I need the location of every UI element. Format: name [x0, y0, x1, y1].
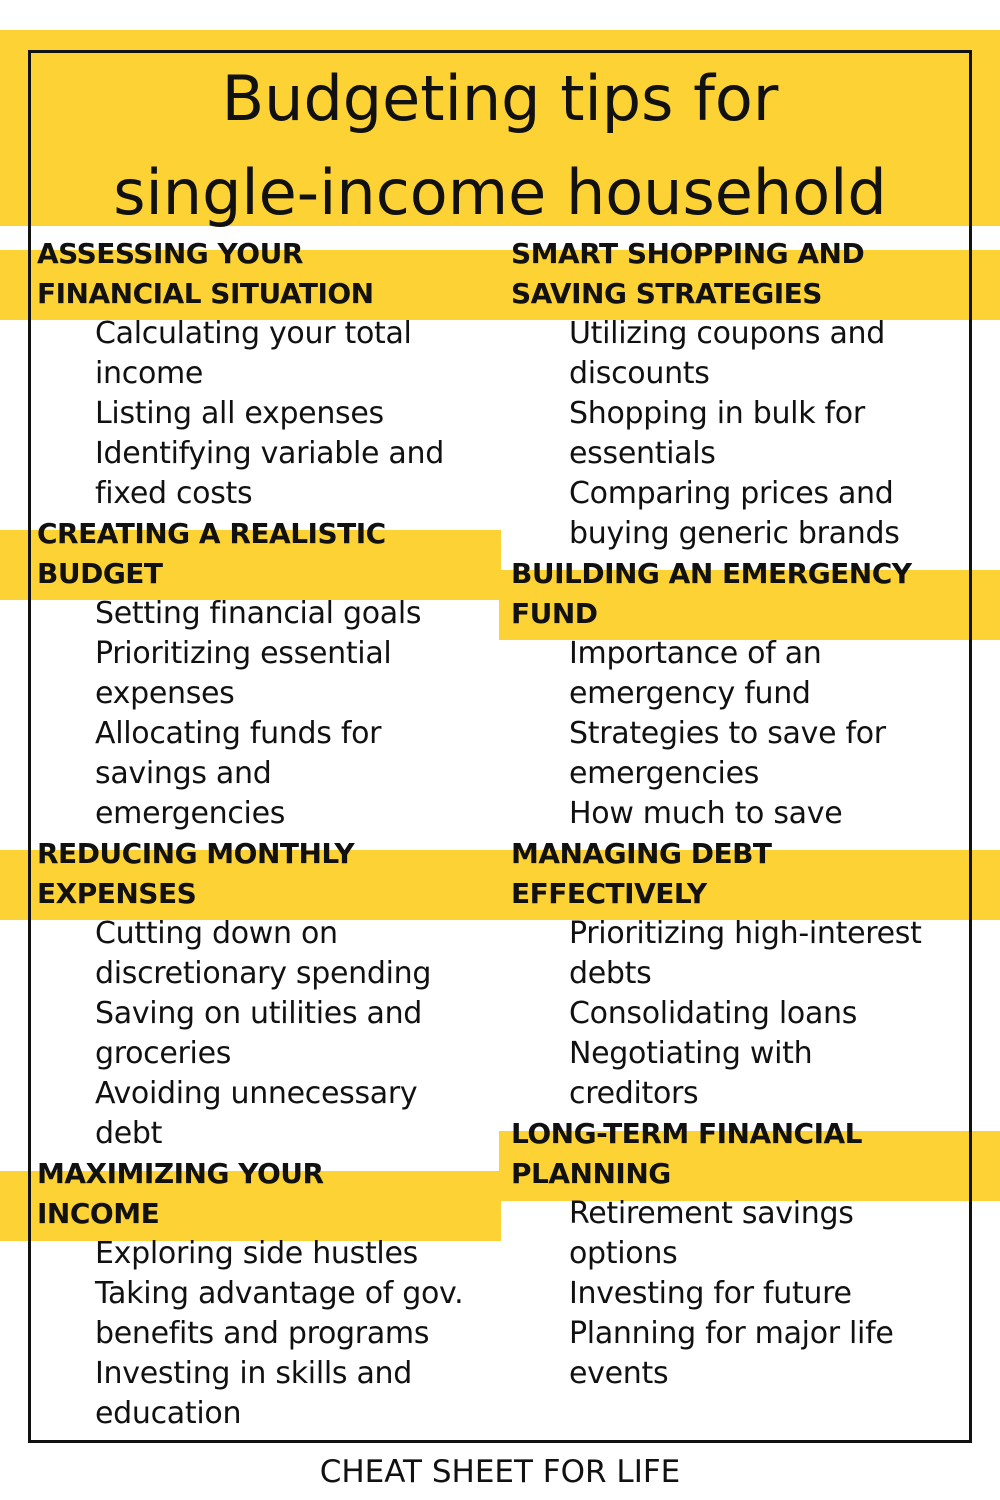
list-item: Exploring side hustles — [95, 1236, 418, 1271]
section-maximizing-income — [37, 1154, 507, 1434]
section-creating-realistic-budget — [37, 514, 507, 834]
section-long-term-planning — [511, 1114, 973, 1394]
list-item: discretionary spending — [95, 956, 432, 991]
section-heading-line: REDUCING MONTHLY — [37, 837, 355, 870]
section-heading-line: FUND — [511, 597, 598, 630]
list-item: education — [95, 1396, 242, 1431]
list-item: emergencies — [569, 756, 760, 791]
list-item: discounts — [569, 356, 710, 391]
list-item: groceries — [95, 1036, 232, 1071]
list-item: emergencies — [95, 796, 286, 831]
section-heading-line: SAVING STRATEGIES — [511, 277, 822, 310]
section-heading-line: INCOME — [37, 1197, 160, 1230]
list-item: fixed costs — [95, 476, 253, 511]
section-assessing-financial-situation — [37, 234, 507, 514]
page-title — [0, 52, 1000, 240]
section-reducing-monthly-expenses — [37, 834, 507, 1154]
list-item: Importance of an — [569, 636, 822, 671]
section-heading-line: CREATING A REALISTIC — [37, 517, 386, 550]
list-item: Shopping in bulk for — [569, 396, 865, 431]
list-item: Setting financial goals — [95, 596, 422, 631]
list-item: How much to save — [569, 796, 843, 831]
left-column — [37, 234, 507, 1434]
list-item: debt — [95, 1116, 163, 1151]
section-smart-shopping — [511, 234, 973, 554]
list-item: income — [95, 356, 204, 391]
list-item: Investing for future — [569, 1276, 852, 1311]
list-item: Investing in skills and — [95, 1356, 412, 1391]
section-heading-line: SMART SHOPPING AND — [511, 237, 865, 270]
section-heading-line: BUDGET — [37, 557, 163, 590]
list-item: options — [569, 1236, 678, 1271]
list-item: essentials — [569, 436, 716, 471]
title-line-1: Budgeting tips for — [221, 62, 779, 135]
list-item: events — [569, 1356, 669, 1391]
list-item: Prioritizing high-interest — [569, 916, 922, 951]
section-heading-line: FINANCIAL SITUATION — [37, 277, 374, 310]
list-item: benefits and programs — [95, 1316, 430, 1351]
section-heading-line: EFFECTIVELY — [511, 877, 707, 910]
list-item: Listing all expenses — [95, 396, 384, 431]
section-heading-line: ASSESSING YOUR — [37, 237, 303, 270]
section-heading-line: PLANNING — [511, 1157, 671, 1190]
list-item: Cutting down on — [95, 916, 338, 951]
list-item: expenses — [95, 676, 235, 711]
list-item: Calculating your total — [95, 316, 412, 351]
list-item: Planning for major life — [569, 1316, 894, 1351]
section-heading-line: MAXIMIZING YOUR — [37, 1157, 324, 1190]
section-heading-line: EXPENSES — [37, 877, 197, 910]
list-item: Identifying variable and — [95, 436, 444, 471]
list-item: Strategies to save for — [569, 716, 886, 751]
list-item: Negotiating with — [569, 1036, 813, 1071]
list-item: debts — [569, 956, 652, 991]
list-item: emergency fund — [569, 676, 811, 711]
list-item: Allocating funds for — [95, 716, 382, 751]
section-heading-line: LONG-TERM FINANCIAL — [511, 1117, 863, 1150]
list-item: Avoiding unnecessary — [95, 1076, 418, 1111]
footer-credit: CHEAT SHEET FOR LIFE — [319, 1454, 681, 1490]
section-emergency-fund — [511, 554, 973, 834]
section-managing-debt — [511, 834, 973, 1114]
list-item: Saving on utilities and — [95, 996, 423, 1031]
list-item: Taking advantage of gov. — [95, 1276, 464, 1311]
list-item: Retirement savings — [569, 1196, 854, 1231]
list-item: Comparing prices and — [569, 476, 894, 511]
section-heading-line: BUILDING AN EMERGENCY — [511, 557, 912, 590]
list-item: buying generic brands — [569, 516, 900, 551]
list-item: creditors — [569, 1076, 699, 1111]
right-column — [511, 234, 973, 1394]
list-item: Prioritizing essential — [95, 636, 392, 671]
title-line-2: single-income household — [113, 156, 887, 229]
list-item: Utilizing coupons and — [569, 316, 885, 351]
list-item: savings and — [95, 756, 272, 791]
list-item: Consolidating loans — [569, 996, 858, 1031]
section-heading-line: MANAGING DEBT — [511, 837, 772, 870]
